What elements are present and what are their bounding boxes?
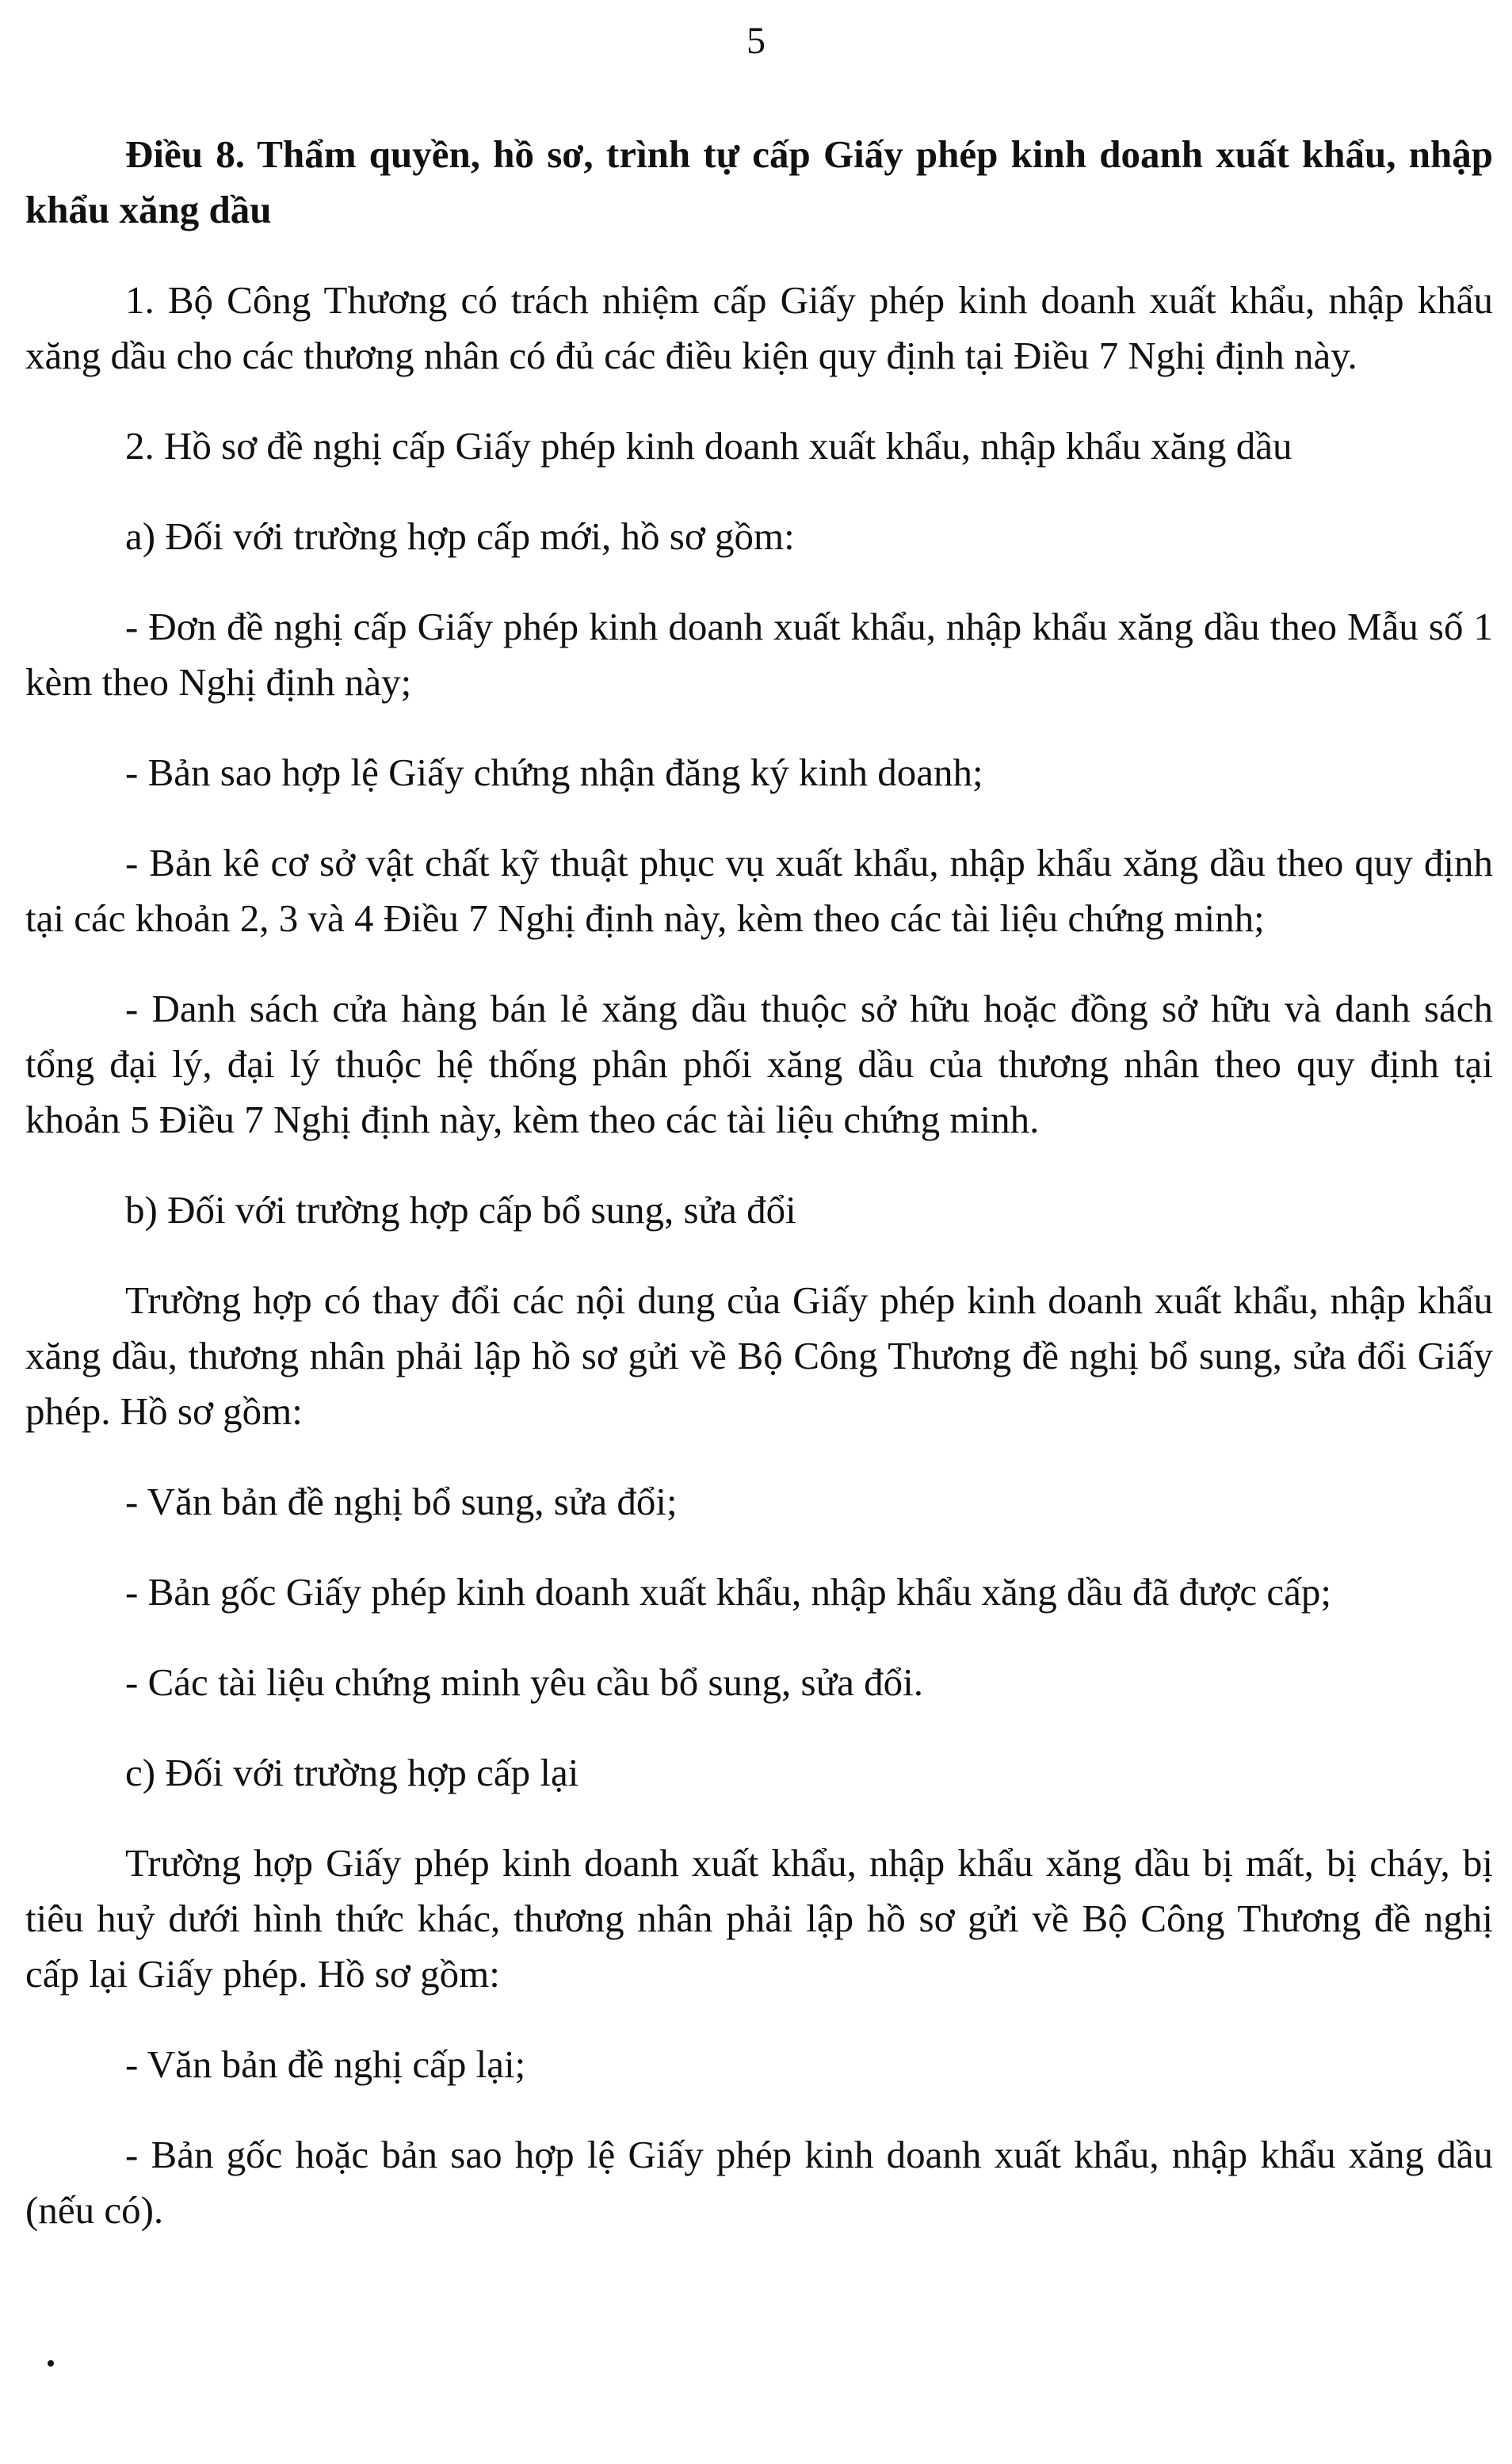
paragraph-clause-2: 2. Hồ sơ đề nghị cấp Giấy phép kinh doanh xuất khẩu, nhập khẩu xăng dầu <box>125 424 1292 468</box>
paragraph-bullet: - Bản gốc Giấy phép kinh doanh xuất khẩu, nhập khẩu xăng dầu đã được cấp; <box>125 1570 1332 1614</box>
paragraph-bullet: - Đơn đề nghị cấp Giấy phép kinh doanh xuất khẩu, nhập khẩu xăng dầu theo Mẫu số 1 kèm theo Nghị định này; <box>25 605 1493 704</box>
paragraph-item-b: b) Đối với trường hợp cấp bổ sung, sửa đổi <box>125 1188 796 1232</box>
paragraph-bullet: - Bản kê cơ sở vật chất kỹ thuật phục vụ xuất khẩu, nhập khẩu xăng dầu theo quy định tại các khoản 2, 3 và 4 Điều 7 Nghị định này, kèm theo các tài liệu chứng minh; <box>25 841 1493 940</box>
paragraph-bullet: - Các tài liệu chứng minh yêu cầu bổ sung, sửa đổi. <box>125 1660 924 1704</box>
paragraph-bullet: - Bản sao hợp lệ Giấy chứng nhận đăng ký kinh doanh; <box>125 751 983 794</box>
paragraph-bullet: - Văn bản đề nghị cấp lại; <box>125 2042 526 2086</box>
paragraph-text: Trường hợp Giấy phép kinh doanh xuất khẩu, nhập khẩu xăng dầu bị mất, bị cháy, bị tiêu huỷ dưới hình thức khác, thương nhân phải lập hồ sơ gửi về Bộ Công Thương đề nghị cấp lại Giấy phép. Hồ sơ gồm: <box>25 1841 1493 1996</box>
paragraph-bullet: - Văn bản đề nghị bổ sung, sửa đổi; <box>125 1480 678 1523</box>
paragraph-bullet: - Danh sách cửa hàng bán lẻ xăng dầu thuộc sở hữu hoặc đồng sở hữu và danh sách tổng đại lý, đại lý thuộc hệ thống phân phối xăng dầu của thương nhân theo quy định tại khoản 5 Điều 7 Nghị định này, kèm theo các tài liệu chứng minh. <box>25 987 1493 1141</box>
paragraph-item-a: a) Đối với trường hợp cấp mới, hồ sơ gồm: <box>125 514 795 558</box>
paragraph-bullet: - Bản gốc hoặc bản sao hợp lệ Giấy phép kinh doanh xuất khẩu, nhập khẩu xăng dầu (nếu có). <box>25 2133 1493 2232</box>
page-number: 5 <box>746 20 766 62</box>
paragraph-text: Trường hợp có thay đổi các nội dung của Giấy phép kinh doanh xuất khẩu, nhập khẩu xăng dầu, thương nhân phải lập hồ sơ gửi về Bộ Công Thương đề nghị bổ sung, sửa đổi Giấy phép. Hồ sơ gồm: <box>25 1278 1493 1433</box>
document-body <box>25 127 1493 2238</box>
scan-mark-dot <box>48 2360 54 2367</box>
paragraph-item-c: c) Đối với trường hợp cấp lại <box>125 1751 579 1794</box>
paragraph-clause-1: 1. Bộ Công Thương có trách nhiệm cấp Giấy phép kinh doanh xuất khẩu, nhập khẩu xăng dầu cho các thương nhân có đủ các điều kiện quy định tại Điều 7 Nghị định này. <box>25 278 1493 377</box>
article-heading: Điều 8. Thẩm quyền, hồ sơ, trình tự cấp Giấy phép kinh doanh xuất khẩu, nhập khẩu xăng dầu <box>25 132 1493 231</box>
